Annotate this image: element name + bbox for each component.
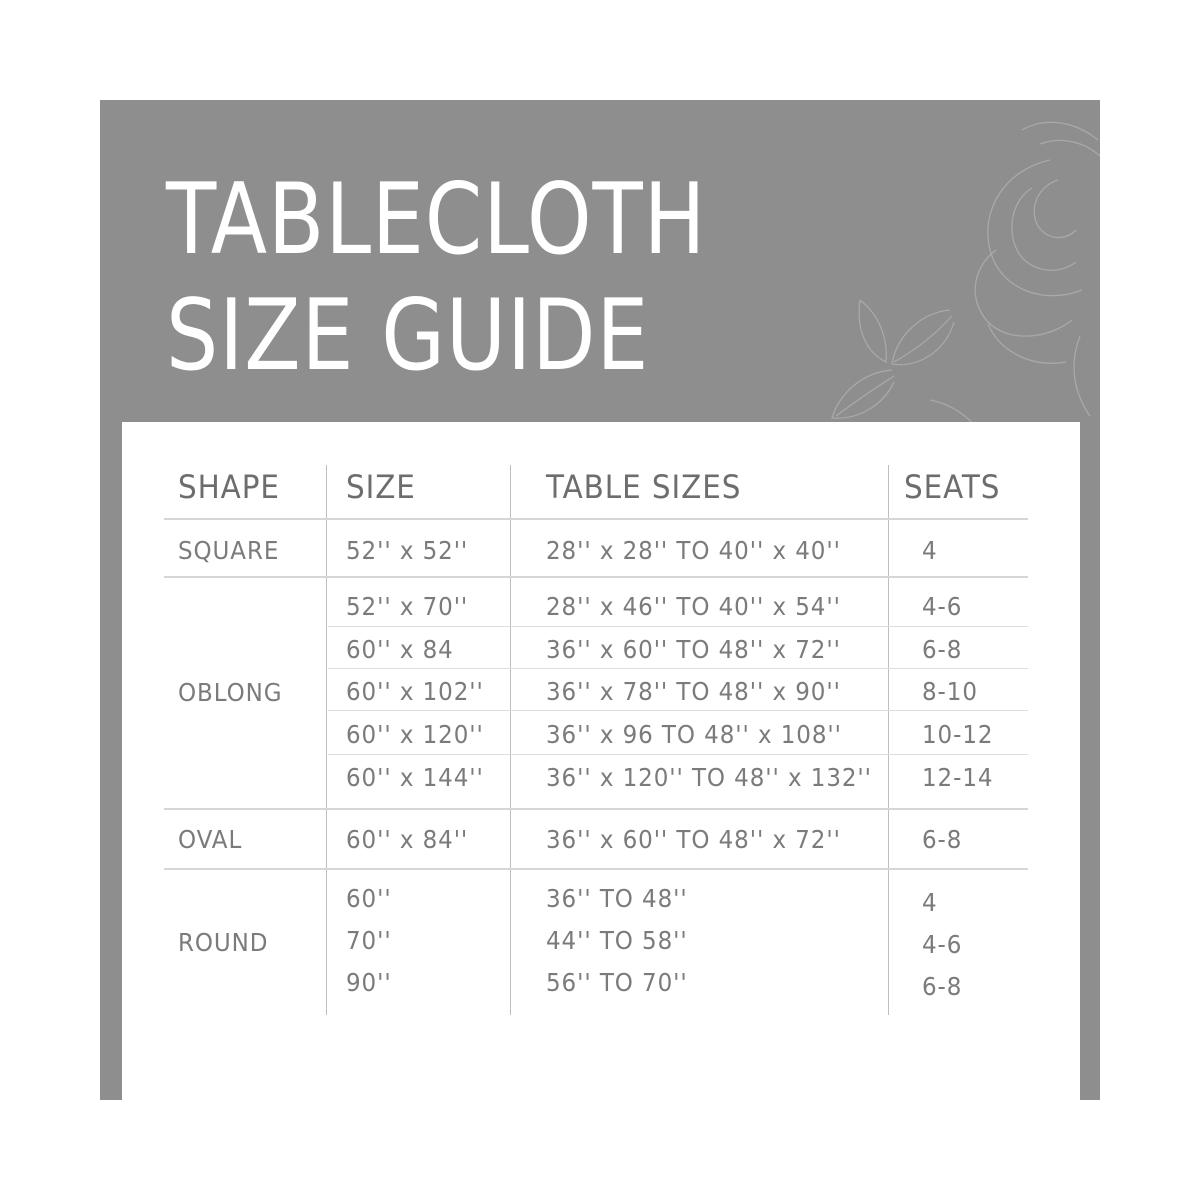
table-sizes-cell: 36'' x 78'' TO 48'' x 90'' — [546, 677, 841, 706]
row-rule — [328, 668, 1028, 669]
table-sizes-cell: 28'' x 46'' TO 40'' x 54'' — [546, 592, 841, 621]
header-rule — [164, 518, 1028, 520]
size-cell: 60'' x 144'' — [346, 763, 484, 792]
size-cell: 60'' x 102'' — [346, 677, 484, 706]
table-sizes-cell: 44'' TO 58'' — [546, 926, 688, 955]
seats-cell: 12-14 — [922, 763, 994, 792]
size-cell: 52'' x 52'' — [346, 536, 469, 565]
header-shape: SHAPE — [178, 468, 280, 506]
seats-cell: 4-6 — [922, 930, 963, 959]
table-sizes-cell: 36'' x 96 TO 48'' x 108'' — [546, 720, 842, 749]
seats-cell: 10-12 — [922, 720, 994, 749]
shape-label: OBLONG — [178, 678, 283, 707]
row-rule — [328, 754, 1028, 755]
size-cell: 60'' — [346, 884, 392, 913]
seats-cell: 4 — [922, 536, 938, 565]
size-cell: 90'' — [346, 968, 392, 997]
shape-label: SQUARE — [178, 536, 280, 565]
table-sizes-cell: 36'' x 120'' TO 48'' x 132'' — [546, 763, 872, 792]
seats-cell: 4-6 — [922, 592, 963, 621]
header-table-sizes: TABLE SIZES — [546, 468, 742, 506]
shape-label: ROUND — [178, 928, 269, 957]
seats-cell: 6-8 — [922, 635, 963, 664]
size-cell: 70'' — [346, 926, 392, 955]
row-rule — [328, 626, 1028, 627]
row-rule — [328, 710, 1028, 711]
size-cell: 52'' x 70'' — [346, 592, 469, 621]
title-line-1: TABLECLOTH — [166, 163, 707, 277]
page-title — [166, 162, 706, 394]
table-sizes-cell: 56'' TO 70'' — [546, 968, 688, 997]
table-sizes-cell: 36'' TO 48'' — [546, 884, 688, 913]
shape-label: OVAL — [178, 825, 243, 854]
table-sizes-cell: 36'' x 60'' TO 48'' x 72'' — [546, 825, 841, 854]
group-rule — [164, 576, 1028, 578]
column-divider — [888, 465, 889, 1015]
floral-decoration — [800, 100, 1100, 430]
size-cell: 60'' x 120'' — [346, 720, 484, 749]
seats-cell: 6-8 — [922, 972, 963, 1001]
guide-banner — [100, 100, 1100, 1100]
size-table — [122, 422, 1080, 1100]
seats-cell: 4 — [922, 888, 938, 917]
column-divider — [326, 465, 327, 1015]
group-rule — [164, 868, 1028, 870]
column-divider — [510, 465, 511, 1015]
size-cell: 60'' x 84'' — [346, 825, 469, 854]
header-size: SIZE — [346, 468, 416, 506]
group-rule — [164, 808, 1028, 810]
title-line-2: SIZE GUIDE — [166, 279, 650, 393]
seats-cell: 6-8 — [922, 825, 963, 854]
size-cell: 60'' x 84 — [346, 635, 454, 664]
header-seats: SEATS — [904, 468, 1001, 506]
table-sizes-cell: 36'' x 60'' TO 48'' x 72'' — [546, 635, 841, 664]
table-sizes-cell: 28'' x 28'' TO 40'' x 40'' — [546, 536, 841, 565]
seats-cell: 8-10 — [922, 677, 978, 706]
